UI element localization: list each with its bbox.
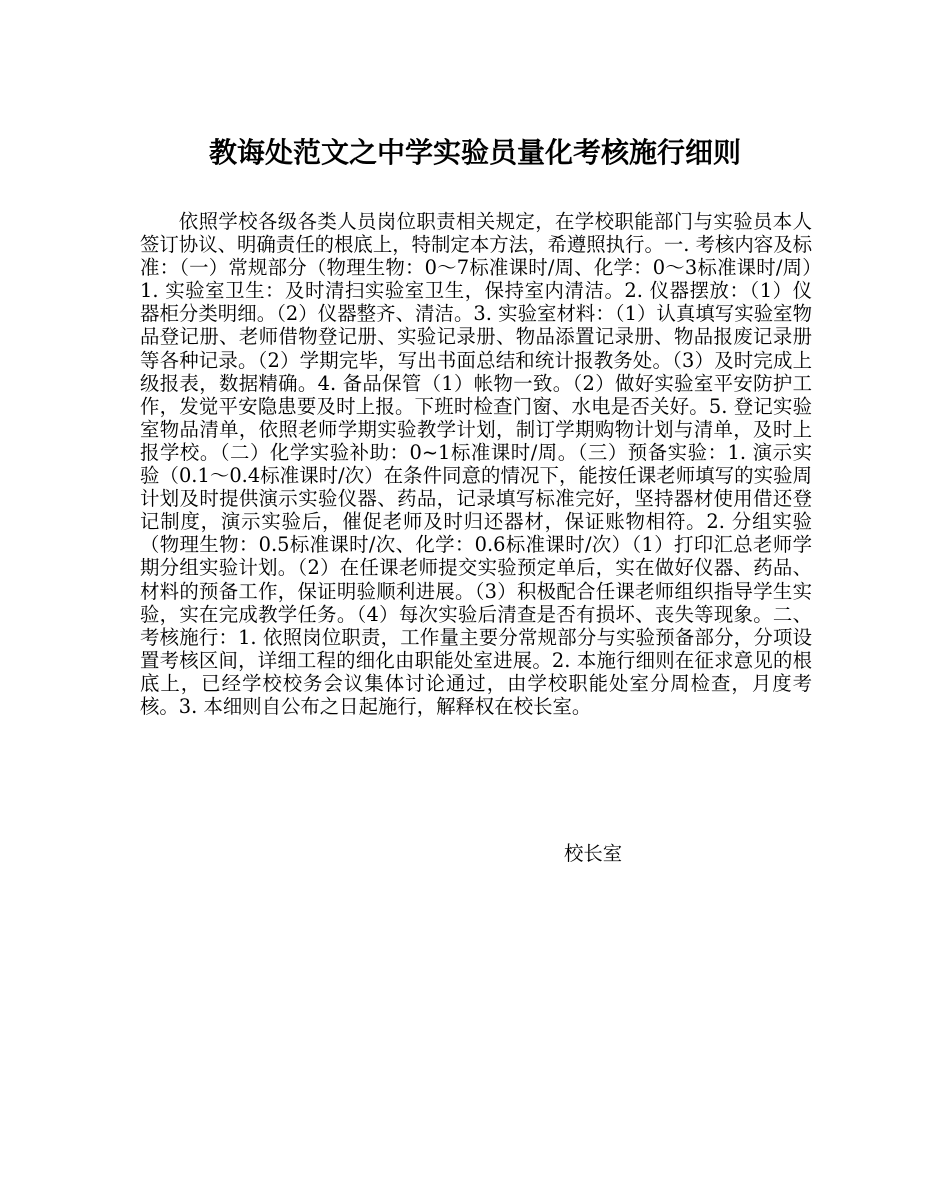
document-title: 教诲处范文之中学实验员量化考核施行细则 [208,136,741,169]
document-body: 依照学校各级各类人员岗位职责相关规定，在学校职能部门与实验员本人签订协议、明确责任的根底上，特制定本方法，希遵照执行。一. 考核内容及标准：（一）常规部分（物理生物：0～7标准课时/周、化学：0～3标准课时/周）1. 实验室卫生：及时清扫实验室卫生，保持室内清洁。2. 仪器摆放：（1）仪器柜分类明细。（2）仪器整齐、清洁。3. 实验室材料：（1）认真填写实验室物品登记册、老师借物登记册、实验记录册、物品添置记录册、物品报废记录册等各种记录。（2）学期完毕，写出书面总结和统计报教务处。（3）及时完成上级报表，数据精确。4. 备品保管（1）帐物一致。（2）做好实验室平安防护工作，发觉平安隐患要及时上报。下班时检查门窗、水电是否关好。5. 登记实验室物品清单，依照老师学期实验教学计划，制订学期购物计划与清单，及时上报学校。（二）化学实验补助：0~1标准课时/周。（三）预备实验：1. 演示实验（0.1～0.4标准课时/次）在条件同意的情况下，能按任课老师填写的实验周计划及时提供演示实验仪器、药品，记录填写标准完好，坚持器材使用借还登记制度，演示实验后，催促老师及时归还器材，保证账物相符。2. 分组实验（物理生物：0.5标准课时/次、化学：0.6标准课时/次）（1）打印汇总老师学期分组实验计划。（2）在任课老师提交实验预定单后，实在做好仪器、药品、材料的预备工作，保证明验顺利进展。（3）积极配合任课老师组织指导学生实验，实在完成教学任务。（4）每次实验后清查是否有损坏、丧失等现象。二、考核施行：1. 依照岗位职责，工作量主要分常规部分与实验预备部分，分项设置考核区间，详细工程的细化由职能处室进展。2. 本施行细则在征求意见的根底上，已经学校校务会议集体讨论通过，由学校职能处室分周检查，月度考核。3. 本细则自公布之日起施行，解释权在校长室。 [140,210,812,718]
signature: 校长室 [564,842,623,865]
